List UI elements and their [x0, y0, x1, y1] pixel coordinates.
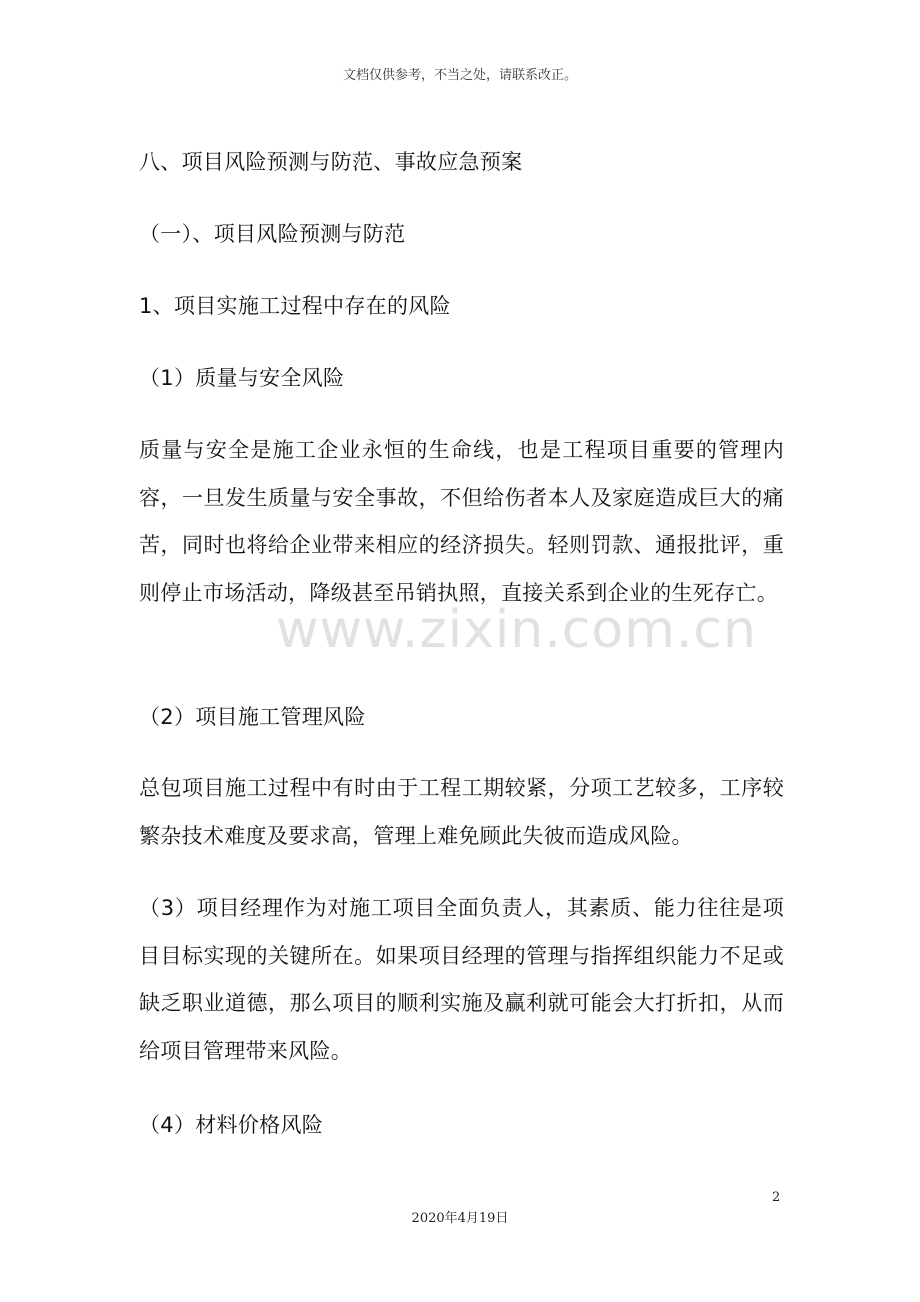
risk-4-title: （4）材料价格风险 — [139, 1113, 324, 1137]
risk-2-paragraph: 总包项目施工过程中有时由于工程工期较紧，分项工艺较多，工序较繁杂技术难度及要求高，管理上难免顾此失彼而造成风险。 — [139, 776, 784, 848]
section-heading: 八、项目风险预测与防范、事故应急预案 — [139, 150, 523, 174]
risk-1-paragraph: 质量与安全是施工企业永恒的生命线，也是工程项目重要的管理内容，一旦发生质量与安全事故，不但给伤者本人及家庭造成巨大的痛苦，同时也将给企业带来相应的经济损失。轻则罚款、通报批评，重则停止市场活动，降级甚至吊销执照，直接关系到企业的生死存亡。 — [139, 438, 784, 605]
watermark: www.zixin.com.cn — [276, 600, 757, 660]
footer-date: 2020年4月19日 — [411, 1211, 509, 1226]
risk-2-title: （2）项目施工管理风险 — [139, 705, 366, 729]
header-note: 文档仅供参考，不当之处，请联系改正。 — [342, 68, 577, 83]
item-heading: 1、项目实施工过程中存在的风险 — [139, 294, 451, 318]
risk-1-title: （1）质量与安全风险 — [139, 366, 345, 390]
risk-3-paragraph: （3）项目经理作为对施工项目全面负责人，其素质、能力往往是项目目标实现的关键所在。如果项目经理的管理与指挥组织能力不足或缺乏职业道德，那么项目的顺利实施及赢利就可能会大打折扣，从而给项目管理带来风险。 — [139, 896, 784, 1063]
subsection-heading: （一）、项目风险预测与防范 — [139, 222, 406, 246]
page-number: 2 — [772, 1190, 781, 1205]
